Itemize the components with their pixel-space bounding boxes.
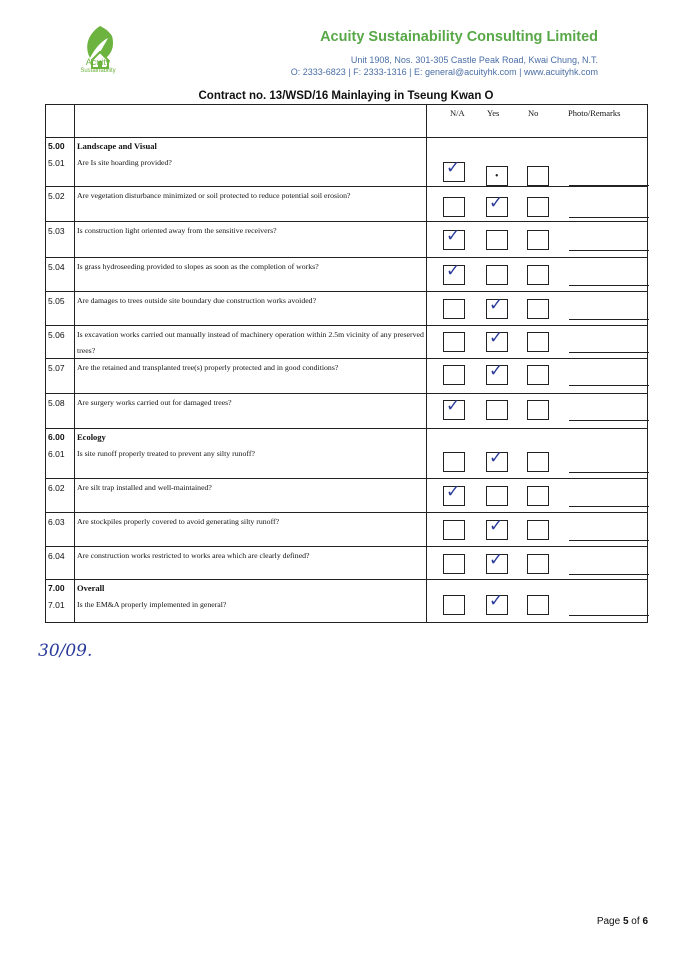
checkbox-no[interactable]: [527, 520, 549, 540]
item-number: 5.01: [48, 158, 65, 168]
column-divider: [74, 105, 75, 622]
col-header-no: No: [528, 108, 539, 118]
checkbox-na[interactable]: [443, 396, 465, 420]
item-number: 7.01: [48, 600, 65, 610]
checkmark-icon: ✓: [489, 193, 504, 213]
checkbox-yes[interactable]: [486, 265, 508, 285]
checkbox-yes[interactable]: [486, 295, 508, 319]
checkbox-yes[interactable]: [486, 486, 508, 506]
page-current: 5: [622, 916, 629, 927]
checkmark-icon: ✓: [489, 361, 504, 381]
row-divider: [46, 291, 647, 292]
col-header-na: N/A: [450, 108, 465, 118]
checkbox-no[interactable]: [527, 166, 549, 186]
page-prefix: Page: [596, 916, 623, 927]
row-divider: [46, 512, 647, 513]
checkbox-no[interactable]: [527, 554, 549, 574]
checkbox-yes[interactable]: [486, 166, 508, 186]
section-number: 6.00: [48, 432, 65, 442]
item-question: Are Is site hoarding provided?: [77, 158, 172, 167]
item-number: 5.02: [48, 191, 65, 201]
section-number: 5.00: [48, 141, 65, 151]
item-number: 6.01: [48, 449, 65, 459]
item-question: Are stockpiles properly covered to avoid generating silty runoff?: [77, 517, 280, 526]
checkmark-icon: ✓: [446, 482, 461, 502]
logo-name: Acuity: [85, 57, 111, 67]
item-question: Is excavation works carried out manually instead of machinery operation within 2.5m vicinity of any preserved trees?: [77, 330, 424, 355]
item-number: 6.04: [48, 551, 65, 561]
item-question: Are the retained and transplanted tree(s) properly protected and in good conditions?: [77, 363, 339, 372]
checkbox-na[interactable]: [443, 226, 465, 250]
remark-line[interactable]: [569, 285, 649, 286]
checkbox-na[interactable]: [443, 554, 465, 574]
checkmark-icon: ✓: [489, 448, 504, 468]
checkmark-icon: ✓: [446, 396, 461, 416]
item-number: 5.05: [48, 296, 65, 306]
section-number: 7.00: [48, 583, 65, 593]
checkbox-na[interactable]: [443, 158, 465, 182]
handwritten-date: 30/09.: [38, 641, 93, 661]
item-question: Is the EM&A properly implemented in general?: [77, 600, 227, 609]
checkbox-na[interactable]: [443, 299, 465, 319]
page-of: of: [628, 916, 643, 927]
item-question: Are construction works restricted to works area which are clearly defined?: [77, 551, 310, 560]
checkbox-yes[interactable]: [486, 550, 508, 574]
checkbox-na[interactable]: [443, 482, 465, 506]
remark-line[interactable]: [569, 385, 649, 386]
checkbox-na[interactable]: [443, 332, 465, 352]
col-header-remarks: Photo/Remarks: [568, 108, 621, 118]
item-question: Are surgery works carried out for damaged trees?: [77, 398, 232, 407]
item-question: Are silt trap installed and well-maintained?: [77, 483, 212, 492]
item-number: 5.03: [48, 226, 65, 236]
checkbox-na[interactable]: [443, 520, 465, 540]
checkbox-yes[interactable]: [486, 193, 508, 217]
col-header-yes: Yes: [487, 108, 500, 118]
remark-line[interactable]: [569, 352, 649, 353]
checkbox-yes[interactable]: [486, 448, 508, 472]
item-question: Are damages to trees outside site boundary due construction works avoided?: [77, 296, 317, 305]
remark-line[interactable]: [569, 250, 649, 251]
checkbox-yes[interactable]: [486, 516, 508, 540]
row-divider: [46, 221, 647, 222]
section-title: Ecology: [77, 432, 106, 442]
item-number: 6.02: [48, 483, 65, 493]
remark-line[interactable]: [569, 540, 649, 541]
checkmark-icon: ✓: [446, 226, 461, 246]
checkbox-yes[interactable]: [486, 361, 508, 385]
checkbox-na[interactable]: [443, 452, 465, 472]
checkbox-no[interactable]: [527, 365, 549, 385]
checkbox-no[interactable]: [527, 197, 549, 217]
remark-line[interactable]: [569, 574, 649, 575]
item-number: 5.08: [48, 398, 65, 408]
checklist-table: [45, 104, 648, 623]
checkbox-yes[interactable]: [486, 230, 508, 250]
row-divider: [46, 579, 647, 580]
checkbox-no[interactable]: [527, 595, 549, 615]
section-title: Overall: [77, 583, 105, 593]
remark-line[interactable]: [569, 420, 649, 421]
item-question: Are vegetation disturbance minimized or soil protected to reduce potential soil erosion?: [77, 191, 351, 200]
checkmark-icon: ✓: [489, 516, 504, 536]
company-address: Unit 1908, Nos. 301-305 Castle Peak Road, Kwai Chung, N.T.: [350, 55, 598, 65]
company-contact: O: 2333-6823 | F: 2333-1316 | E: general@acuityhk.com | www.acuityhk.com: [290, 67, 598, 77]
contract-title: Contract no. 13/WSD/16 Mainlaying in Tseung Kwan O: [198, 90, 494, 102]
page-total: 6: [642, 916, 648, 927]
remark-line[interactable]: [569, 217, 649, 218]
item-question: Is construction light oriented away from the sensitive receivers?: [77, 226, 277, 235]
page-number: [597, 916, 648, 927]
checkbox-no[interactable]: [527, 299, 549, 319]
checkbox-na[interactable]: [443, 261, 465, 285]
checkbox-no[interactable]: [527, 230, 549, 250]
checkbox-no[interactable]: [527, 400, 549, 420]
checkbox-yes[interactable]: [486, 328, 508, 352]
checkbox-no[interactable]: [527, 452, 549, 472]
remark-line[interactable]: [569, 472, 649, 473]
row-divider: [46, 186, 647, 187]
checkbox-na[interactable]: [443, 365, 465, 385]
checkmark-icon: ✓: [489, 328, 504, 348]
checkmark-icon: ✓: [489, 550, 504, 570]
checkbox-no[interactable]: [527, 265, 549, 285]
remark-line[interactable]: [569, 615, 649, 616]
item-number: 5.07: [48, 363, 65, 373]
item-question: Is grass hydroseeding provided to slopes as soon as the completion of works?: [77, 262, 319, 271]
item-number: 6.03: [48, 517, 65, 527]
row-divider: [46, 257, 647, 258]
row-divider: [46, 325, 647, 326]
logo-subtitle: Sustainability: [80, 68, 116, 74]
remark-line[interactable]: [569, 319, 649, 320]
row-divider: [46, 428, 647, 429]
dot-mark-icon: •: [495, 171, 499, 182]
checkmark-icon: ✓: [489, 295, 504, 315]
remark-line[interactable]: [569, 185, 649, 186]
checkbox-yes[interactable]: [486, 591, 508, 615]
item-number: 5.06: [48, 330, 65, 340]
item-number: 5.04: [48, 262, 65, 272]
checkbox-na[interactable]: [443, 197, 465, 217]
checkmark-icon: ✓: [446, 158, 461, 178]
row-divider: [46, 546, 647, 547]
checkmark-icon: ✓: [446, 261, 461, 281]
checkbox-no[interactable]: [527, 486, 549, 506]
section-title: Landscape and Visual: [77, 141, 157, 151]
checkbox-yes[interactable]: [486, 400, 508, 420]
checkbox-na[interactable]: [443, 595, 465, 615]
remark-line[interactable]: [569, 506, 649, 507]
row-divider: [46, 137, 647, 138]
row-divider: [46, 478, 647, 479]
item-question: Is site runoff properly treated to prevent any silty runoff?: [77, 449, 255, 458]
row-divider: [46, 393, 647, 394]
company-name: Acuity Sustainability Consulting Limited: [320, 29, 598, 45]
checkmark-icon: ✓: [489, 591, 504, 611]
checkbox-no[interactable]: [527, 332, 549, 352]
